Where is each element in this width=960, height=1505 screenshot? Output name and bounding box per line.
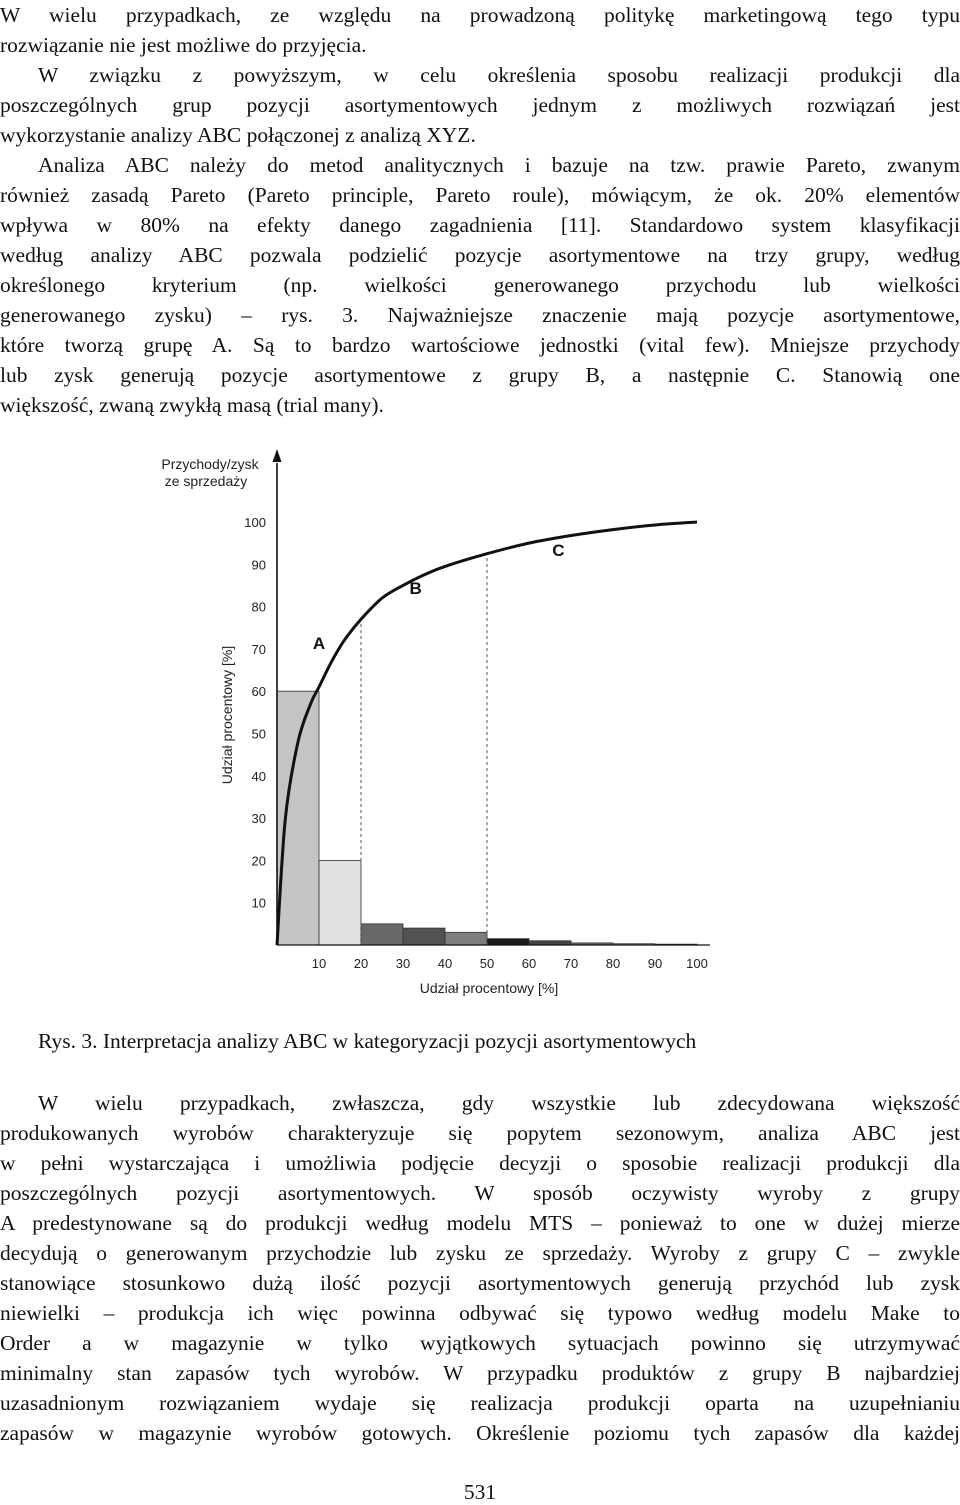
group-label-b: B bbox=[409, 578, 422, 598]
text-line: lub zysk generują pozycje asortymentowe z grupy B, a następnie C. Stanowią one bbox=[0, 363, 960, 387]
y-axis-title: Udział procentowy [%] bbox=[219, 645, 235, 785]
text-line: które tworzą grupę A. Są to bardzo wartościowe jednostki (vital few). Mniejsze przychody bbox=[0, 333, 960, 357]
y-tick-label: 40 bbox=[251, 768, 266, 784]
text-line: generowanego zysku) – rys. 3. Najważniejsze znaczenie mają pozycje asortymentowe, bbox=[0, 303, 960, 327]
text-line: Analiza ABC należy do metod analitycznych i bazuje na tzw. prawie Pareto, zwanym bbox=[38, 153, 960, 177]
y-tick-label: 80 bbox=[251, 599, 266, 615]
bar-6-group-C bbox=[487, 939, 529, 945]
group-label-a: A bbox=[312, 633, 326, 653]
y-tick-label: 70 bbox=[251, 641, 266, 657]
y-tick-label: 30 bbox=[251, 811, 266, 827]
paragraph-bottom bbox=[0, 1088, 960, 1448]
page-number: 531 bbox=[463, 1480, 497, 1504]
y-axis-top-label-line2: ze sprzedaży bbox=[164, 473, 248, 489]
y-tick-labels bbox=[244, 515, 266, 911]
text-line: określonego kryterium (np. wielkości generowanego przychodu lub wielkości bbox=[0, 273, 960, 297]
text-line: według analizy ABC pozwala podzielić pozycje asortymentowe na trzy grupy, według bbox=[0, 243, 960, 267]
text-line: większość, zwaną zwykłą masą (trial many). bbox=[0, 393, 384, 417]
text-line: poszczególnych pozycji asortymentowych. W sposób oczywisty wyroby z grupy bbox=[0, 1181, 960, 1205]
x-tick-label: 20 bbox=[353, 956, 369, 971]
bar-7-group-C bbox=[529, 941, 571, 945]
x-tick-label: 100 bbox=[686, 956, 708, 971]
text-line: poszczególnych grup pozycji asortymentowych jednym z możliwych rozwiązań jest bbox=[0, 93, 960, 117]
y-tick-label: 90 bbox=[251, 557, 266, 573]
x-tick-labels bbox=[312, 956, 708, 971]
x-tick-label: 60 bbox=[521, 956, 537, 971]
x-tick-label: 50 bbox=[479, 956, 495, 971]
x-tick-label: 10 bbox=[311, 956, 327, 971]
group-boundaries bbox=[361, 554, 487, 945]
text-line: W związku z powyższym, w celu określenia sposobu realizacji produkcji dla bbox=[38, 63, 960, 87]
y-tick-label: 20 bbox=[251, 853, 266, 869]
text-line: minimalny stan zapasów tych wyrobów. W przypadku produktów z grupy B najbardziej bbox=[0, 1361, 960, 1385]
x-tick-label: 30 bbox=[395, 956, 411, 971]
text-line: również zasadą Pareto (Pareto principle, Pareto roule), mówiącym, że ok. 20% elementów bbox=[0, 183, 960, 207]
bar-3-group-B bbox=[361, 924, 403, 945]
y-tick-label: 50 bbox=[251, 726, 266, 742]
group-labels bbox=[313, 541, 565, 653]
bar-4-group-B bbox=[403, 928, 445, 945]
figure-caption: Rys. 3. Interpretacja analizy ABC w kategoryzacji pozycji asortymentowych bbox=[38, 1029, 697, 1053]
text-line: produkowanych wyrobów charakteryzuje się popytem sezonowym, analiza ABC jest bbox=[0, 1121, 960, 1145]
x-tick-label: 40 bbox=[437, 956, 453, 971]
paragraph-top bbox=[0, 0, 960, 420]
text-line: rozwiązanie nie jest możliwe do przyjęcia. bbox=[0, 33, 367, 57]
text-line: w pełni wystarczająca i umożliwia podjęcie decyzji o sposobie realizacji produkcji dla bbox=[0, 1151, 960, 1175]
text-line: Order a w magazynie w tylko wyjątkowych sytuacjach powinno się utrzymywać bbox=[0, 1331, 960, 1355]
bar-1-group-A bbox=[277, 691, 319, 945]
x-axis-title: Udział procentowy [%] bbox=[419, 980, 559, 996]
text-line: W wielu przypadkach, zwłaszcza, gdy wszystkie lub zdecydowana większość bbox=[38, 1091, 960, 1115]
text-line: niewielki – produkcja ich więc powinna odbywać się typowo według modelu Make to bbox=[0, 1301, 960, 1325]
bar-5-group-B bbox=[445, 932, 487, 945]
abc-analysis-chart bbox=[150, 445, 750, 1005]
text-line: W wielu przypadkach, ze względu na prowadzoną politykę marketingową tego typu bbox=[0, 3, 960, 27]
text-line: zapasów w magazynie wyrobów gotowych. Określenie poziomu tych zapasów dla każdej bbox=[0, 1421, 960, 1445]
y-tick-label: 60 bbox=[251, 684, 266, 700]
text-line: wpływa w 80% na efekty danego zagadnienia [11]. Standardowo system klasyfikacji bbox=[0, 213, 960, 237]
group-label-c: C bbox=[552, 540, 565, 560]
y-axis-arrow bbox=[273, 449, 282, 462]
y-tick-label: 10 bbox=[251, 895, 266, 911]
x-tick-label: 80 bbox=[605, 956, 621, 971]
text-line: decydują o generowanym przychodzie lub zysku ze sprzedaży. Wyroby z grupy C – zwykle bbox=[0, 1241, 960, 1265]
x-tick-label: 70 bbox=[563, 956, 579, 971]
text-line: uzasadnionym rozwiązaniem wydaje się realizacja produkcji oparta na uzupełnianiu bbox=[0, 1391, 960, 1415]
y-tick-label: 100 bbox=[244, 515, 266, 530]
text-line: A predestynowane są do produkcji według modelu MTS – ponieważ to one w dużej mierze bbox=[0, 1211, 960, 1235]
text-line: wykorzystanie analizy ABC połączonej z analizą XYZ. bbox=[0, 123, 476, 147]
y-axis-top-label-line1: Przychody/zysk bbox=[161, 456, 259, 472]
x-tick-label: 90 bbox=[647, 956, 663, 971]
text-line: stanowiące stosunkowo dużą ilość pozycji asortymentowych generują przychód lub zysk bbox=[0, 1271, 960, 1295]
bar-2-group-A bbox=[319, 860, 361, 945]
